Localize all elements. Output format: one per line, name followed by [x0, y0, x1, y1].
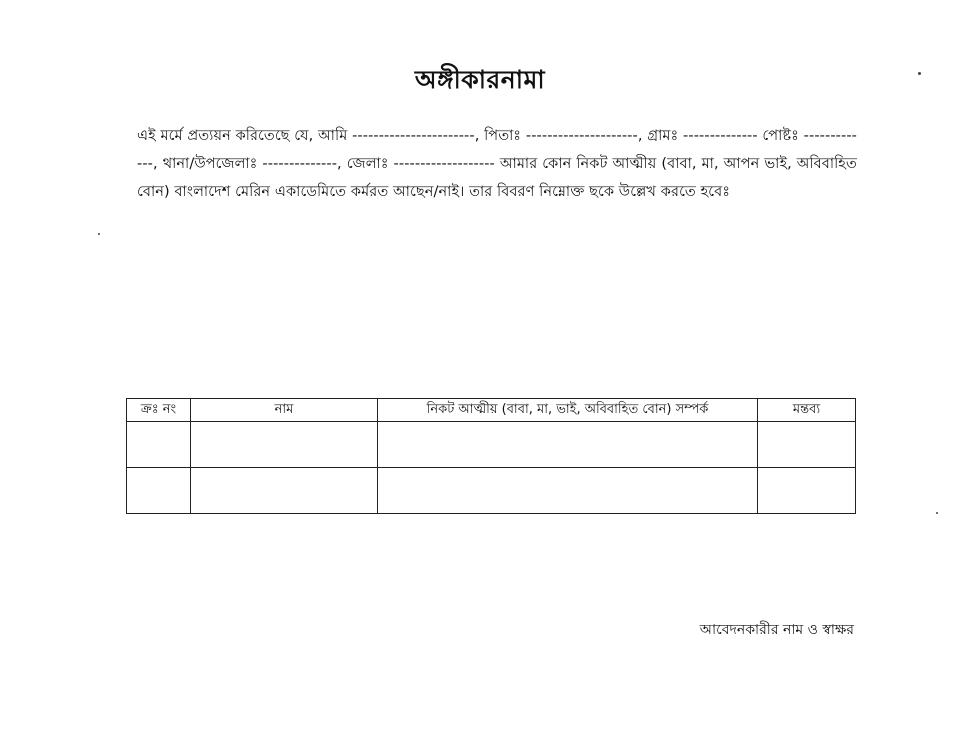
- table-header-row: [127, 399, 856, 422]
- declaration-body: [137, 122, 857, 206]
- table-row: [127, 422, 856, 468]
- declaration-paragraph: এই মর্মে প্রত্যয়ন করিতেছে যে, আমি -----------------------, পিতাঃ ---------------------, গ্রামঃ -------------- পোষ্টঃ -------------, থানা/উপজেলাঃ --------------, জেলাঃ ------------------- আমার কোন নিকট আত্মীয় (বাবা, মা, আপন ভাই, অবিবাহিত বোন) বাংলাদেশ মেরিন একাডেমিতে কর্মরত আছেন/নাই। তার বিবরণ নিম্নোক্ত ছকে উল্লেখ করতে হবেঃ: [137, 128, 857, 200]
- serial-cell: [127, 468, 191, 514]
- signature-label: আবেদনকারীর নাম ও স্বাক্ষর: [699, 622, 854, 638]
- scan-speck: [936, 512, 938, 514]
- relation-header: নিকট আত্মীয় (বাবা, মা, ভাই, অবিবাহিত বোন) সম্পর্ক: [378, 399, 758, 422]
- remarks-cell: [758, 468, 856, 514]
- scan-speck: [98, 233, 100, 235]
- relation-cell: [378, 468, 758, 514]
- remarks-header: মন্তব্য: [758, 399, 856, 422]
- table-row: [127, 468, 856, 514]
- name-cell: [191, 468, 378, 514]
- serial-header: ক্রঃ নং: [127, 399, 191, 422]
- relation-cell: [378, 422, 758, 468]
- serial-cell: [127, 422, 191, 468]
- relatives-table: [126, 398, 856, 514]
- remarks-cell: [758, 422, 856, 468]
- name-cell: [191, 422, 378, 468]
- document-title: অঙ্গীকারনামা: [414, 65, 546, 94]
- name-header: নাম: [191, 399, 378, 422]
